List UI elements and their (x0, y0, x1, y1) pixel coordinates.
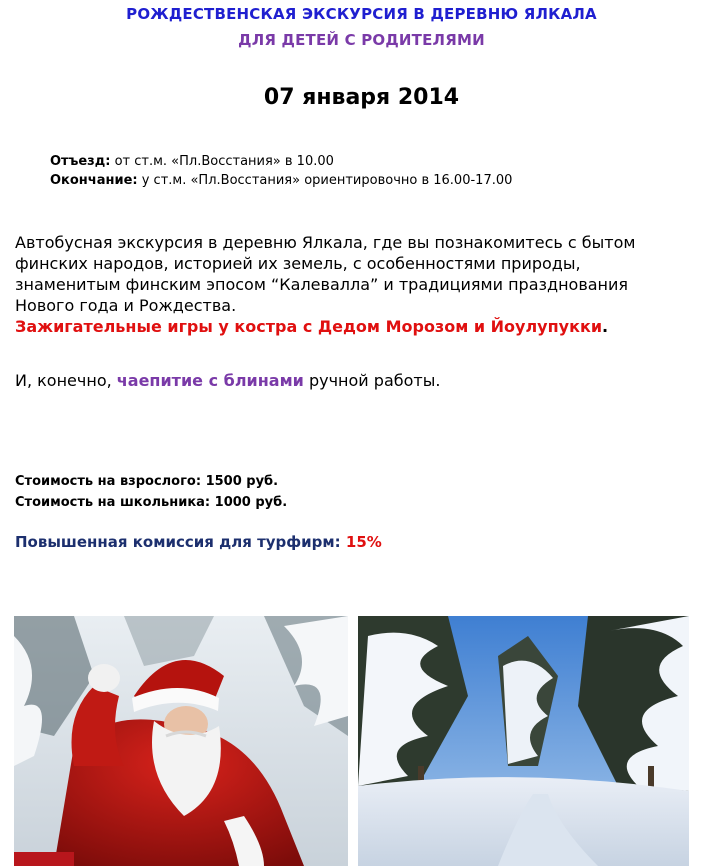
description-line: Автобусная экскурсия в деревню Ялкала, где вы познакомитесь с бытом (15, 233, 636, 252)
description-line: Нового года и Рождества. (15, 296, 237, 315)
games-highlight: Зажигательные игры у костра с Дедом Морозом и Йоулупукки (15, 317, 603, 336)
commission-value: 15% (345, 533, 382, 551)
winter-forest-image (358, 616, 689, 866)
price-block (15, 471, 287, 513)
description-line: финских народов, историей их земель, с особенностями природы, (15, 254, 581, 273)
departure-label: Отъезд: (50, 154, 111, 169)
description-paragraph (15, 232, 715, 337)
description-line: знаменитым финским эпосом “Калевалла” и традициями празднования (15, 275, 629, 294)
santa-photo (14, 616, 348, 866)
event-date: 07 января 2014 (263, 85, 460, 110)
departure-value: от ст.м. «Пл.Восстания» в 10.00 (110, 154, 334, 169)
end-value: у ст.м. «Пл.Восстания» ориентировочно в 16.00-17.00 (137, 173, 513, 188)
commission-line (15, 533, 382, 551)
santa-image (14, 616, 348, 866)
end-label: Окончание: (50, 173, 138, 188)
tea-suffix: ручной работы. (303, 371, 441, 390)
price-student: Стоимость на школьника: 1000 руб. (15, 495, 288, 510)
departure-line (50, 152, 334, 171)
commission-label: Повышенная комиссия для турфирм: (15, 533, 346, 551)
winter-forest-photo (358, 616, 689, 866)
tea-highlight: чаепитие с блинами (116, 371, 304, 390)
tea-line (15, 370, 715, 391)
tea-prefix: И, конечно, (15, 371, 117, 390)
price-adult: Стоимость на взрослого: 1500 руб. (15, 474, 279, 489)
title-line-2: ДЛЯ ДЕТЕЙ С РОДИТЕЛЯМИ (238, 31, 485, 49)
end-line (50, 171, 512, 190)
title-line-1: РОЖДЕСТВЕНСКАЯ ЭКСКУРСИЯ В ДЕРЕВНЮ ЯЛКАЛА (126, 5, 597, 23)
games-highlight-end: . (602, 317, 609, 336)
